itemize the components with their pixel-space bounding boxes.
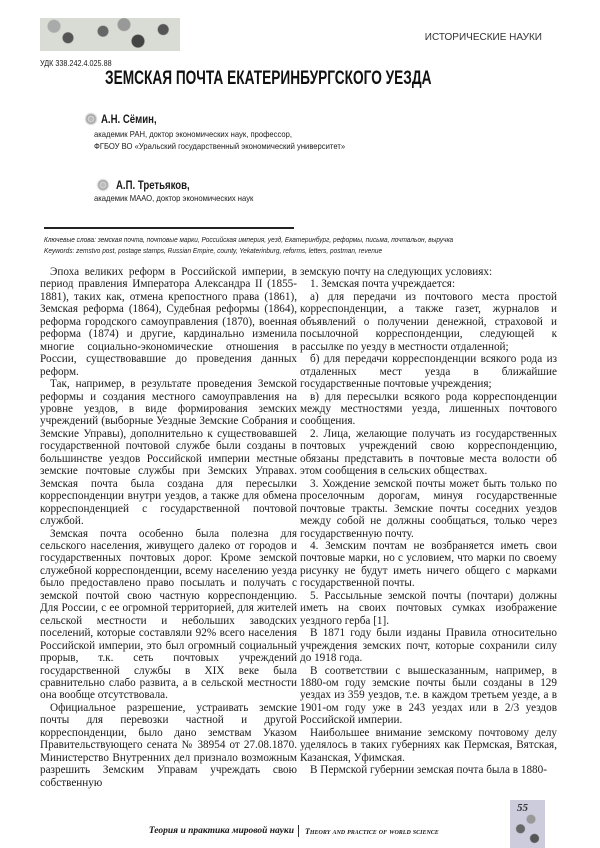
footer-separator	[298, 825, 299, 837]
author-name: А.Н. Сёмин,	[101, 112, 157, 126]
udk-code: УДК 338.242.4.025.88	[40, 58, 112, 68]
paragraph: 5. Рассыльные земской почты (почтари) должны иметь на своих почтовых сумках изображение уездного герба [1].	[300, 590, 557, 627]
paragraph: Земская почта особенно была полезна для сельского населения, живущего далеко от городов и государственных почтовых дорог. Кроме земской служебной корреспонденции, всему населению уезда было предоставлено право посылать и получать с земской почтой свою частную корреспонденцию. Для России, с ее огромной территорией, для жителей сельской местности и небольших заводских поселений, которые составляли 92% всего населения Российской империи, это был огромный социальный прорыв, т.к. сеть почтовых учреждений государственной службы в XIX веке была сравнительно слабо развита, а в сельской местности она вообще отсутствовала.	[40, 528, 297, 702]
keywords-en: Keywords: zemstvo post, postage stamps, Russian Empire, county, Yekaterinburg, reforms, letters, postman, revenue	[44, 246, 382, 255]
keywords-ru: Ключевые слова: земская почта, почтовые марки, Российская империя, уезд, Екатеринбург, реформы, письма, почтальон, выручка	[44, 235, 453, 244]
paragraph: Так, например, в результате проведения Земской реформы и создания местного самоуправления на уровне уездов, в виде формирования земских учреждений (выборные Уездные Земские Собрания и Земские Управы), дополнительно к существовавшей государственной почтовой службе были созданы в большинстве уездов Российской империи местные земские почтовые службы при Земских Управах. Земская почта была создана для пересылки корреспонденции внутри уездов, а также для обмена корреспонденцией с государственной почтовой службой.	[40, 378, 297, 527]
paragraph: б) для передачи корреспонденции всякого рода из отдаленных мест уезда в ближайшие государственные почтовые учреждения;	[300, 353, 557, 390]
left-column	[40, 266, 297, 789]
paragraph: 4. Земским почтам не возбраняется иметь свои почтовые марки, но с условием, что марки по своему рисунку не будут иметь ничего общего с марками государственной почты.	[300, 540, 557, 590]
author-affiliation: академик РАН, доктор экономических наук, профессор,	[94, 129, 292, 141]
footer-journal-ru: Теория и практика мировой науки	[149, 826, 294, 836]
page-number: 55	[517, 802, 528, 814]
author-icon	[96, 178, 110, 192]
paragraph: 3. Хождение земской почты может быть только по проселочным дорогам, минуя государственные почтовые тракты. Земские почты соседних уездов между собой не должны сообщаться, только через государственную почту.	[300, 478, 557, 540]
paragraph: В Пермской губернии земская почта была в 1880-	[300, 764, 557, 776]
paragraph: Официальное разрешение, устраивать земские почты для перевозки частной и другой корреспонденции, было дано земствам Указом Правительствующего сената № 38954 от 27.08.1870. Министерство Внутренних дел признало возможным разрешить Земским Управам учреждать свою собственную	[40, 702, 297, 789]
section-label: ИСТОРИЧЕСКИЕ НАУКИ	[425, 32, 542, 43]
paragraph: в) для пересылки всякого рода корреспонденции между местностями уезда, лишенных почтового сообщения.	[300, 391, 557, 428]
divider	[44, 227, 294, 229]
paragraph: Эпоха великих реформ в Российской империи, в период правления Императора Александра II (1855-1881), таких как, отмена крепостного права (1861), Земская реформа (1864), Судебная реформы (1864), реформа городского самоуправления (1870), военная реформа (1874) и другие, кардинально изменила многие социально-экономические отношения в России, существовавшие до проведения данных реформ.	[40, 266, 297, 378]
author-name: А.П. Третьяков,	[116, 178, 190, 192]
paragraph: В соответствии с вышесказанным, например, в 1880-ом году земские почты были созданы в 129 уездах из 359 уездов, т.е. в каждом третьем уезде, а в 1901-ом году уже в 243 уездах или в 2/3 уездов Российской империи.	[300, 665, 557, 727]
author-affiliation: академик МААО, доктор экономических наук	[94, 193, 253, 205]
paragraph: 1. Земская почта учреждается:	[300, 278, 557, 290]
right-column	[300, 266, 557, 777]
paragraph: 2. Лица, желающие получать из государственных почтовых учреждений свою корреспонденцию, обязаны представить в почтовые места волости об этом сообщения в сельских обществах.	[300, 428, 557, 478]
author-affiliation: ФГБОУ ВО «Уральский государственный экономический университет»	[94, 141, 345, 153]
article-title: ЗЕМСКАЯ ПОЧТА ЕКАТЕРИНБУРГСКОГО УЕЗДА	[105, 68, 431, 90]
footer-journal-en: Theory and practice of world science	[305, 827, 439, 836]
paragraph: В 1871 году были изданы Правила относительно учреждения земских почт, которые сохранили силу до 1918 года.	[300, 627, 557, 664]
paragraph: Наибольшее внимание земскому почтовому делу уделялось в таких губерниях как Пермская, Вятская, Казанская, Уфимская.	[300, 727, 557, 764]
author-icon	[84, 112, 98, 126]
paragraph: а) для передачи из почтового места простой корреспонденции, а также газет, журналов и объявлений о получении денежной, страховой и посылочной корреспонденции, следующей к рассылке по уезду в местности отдаленной;	[300, 291, 557, 353]
paragraph: земскую почту на следующих условиях:	[300, 266, 557, 278]
header-banner-image	[40, 18, 180, 51]
